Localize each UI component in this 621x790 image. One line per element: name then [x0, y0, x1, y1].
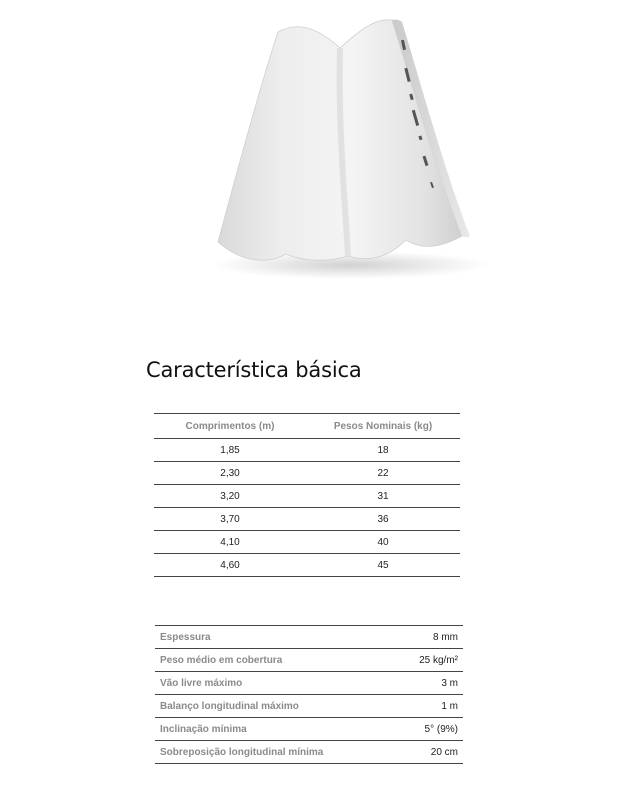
spec-value: 3 m	[399, 672, 463, 695]
spec-label: Inclinação mínima	[155, 718, 399, 741]
roofing-sheet-image	[200, 10, 500, 285]
table-row	[154, 462, 460, 485]
weight-cell: 40	[306, 531, 460, 554]
table-row	[154, 485, 460, 508]
spec-row-inclinacao	[155, 718, 463, 741]
weight-cell: 31	[306, 485, 460, 508]
table-header-row	[154, 414, 460, 439]
table-row	[154, 554, 460, 577]
table-row	[154, 531, 460, 554]
weight-cell: 36	[306, 508, 460, 531]
length-cell: 2,30	[154, 462, 306, 485]
table-row	[154, 439, 460, 462]
weight-cell: 22	[306, 462, 460, 485]
length-cell: 3,20	[154, 485, 306, 508]
length-cell: 4,10	[154, 531, 306, 554]
spec-value: 5° (9%)	[399, 718, 463, 741]
length-cell: 3,70	[154, 508, 306, 531]
length-cell: 4,60	[154, 554, 306, 577]
spec-value: 8 mm	[399, 626, 463, 649]
header-comprimentos: Comprimentos (m)	[154, 414, 306, 439]
spec-value: 20 cm	[399, 741, 463, 764]
spec-row-balanco	[155, 695, 463, 718]
spec-value: 25 kg/m²	[399, 649, 463, 672]
spec-row-vao-livre	[155, 672, 463, 695]
spec-label: Vão livre máximo	[155, 672, 399, 695]
table-row	[154, 508, 460, 531]
length-cell: 1,85	[154, 439, 306, 462]
weights-table	[154, 413, 460, 577]
weight-cell: 45	[306, 554, 460, 577]
specs-table	[155, 625, 463, 764]
spec-label: Espessura	[155, 626, 399, 649]
weight-cell: 18	[306, 439, 460, 462]
spec-row-peso-medio	[155, 649, 463, 672]
section-title: Característica básica	[146, 358, 362, 382]
spec-value: 1 m	[399, 695, 463, 718]
spec-label: Sobreposição longitudinal mínima	[155, 741, 399, 764]
spec-label: Balanço longitudinal máximo	[155, 695, 399, 718]
header-pesos-nominais: Pesos Nominais (kg)	[306, 414, 460, 439]
spec-label: Peso médio em cobertura	[155, 649, 399, 672]
spec-row-sobreposicao	[155, 741, 463, 764]
spec-row-espessura	[155, 626, 463, 649]
